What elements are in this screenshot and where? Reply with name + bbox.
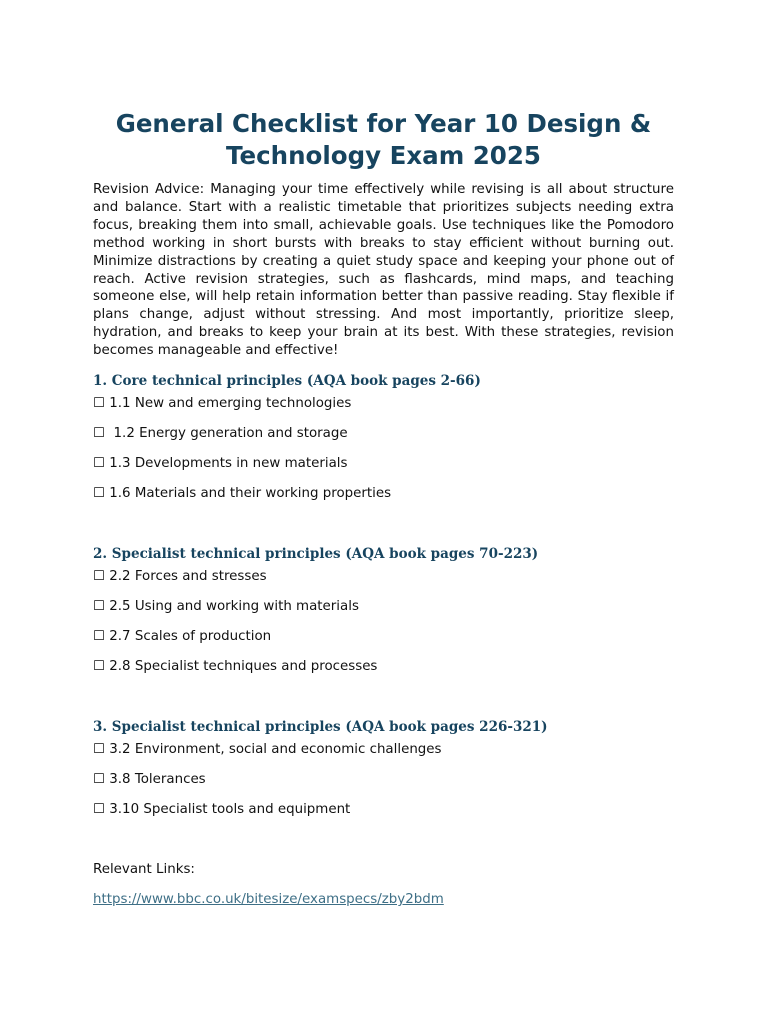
checklist-item <box>93 628 674 646</box>
section-heading-1: 1. Core technical principles (AQA book pages 2-66) <box>93 373 481 390</box>
checklist-item <box>93 801 674 819</box>
checklist-item-label: 1.1 New and emerging technologies <box>109 396 352 412</box>
checklist-item <box>93 741 674 759</box>
checklist-item-label: 3.10 Specialist tools and equipment <box>109 802 351 818</box>
section-3-checklist <box>93 741 674 819</box>
checklist-item-label: 1.2 Energy generation and storage <box>109 426 348 442</box>
relevant-links-label: Relevant Links: <box>93 862 195 878</box>
checkbox-icon[interactable]: ☐ <box>93 802 106 818</box>
checkbox-icon[interactable]: ☐ <box>93 772 106 788</box>
section-2-checklist <box>93 568 674 676</box>
checklist-item-label: 3.2 Environment, social and economic challenges <box>109 742 442 758</box>
checklist-item-label: 2.5 Using and working with materials <box>109 599 359 615</box>
checkbox-icon[interactable]: ☐ <box>93 396 106 412</box>
checkbox-icon[interactable]: ☐ <box>93 599 106 615</box>
checklist-sections <box>93 372 674 819</box>
checkbox-icon[interactable]: ☐ <box>93 456 106 472</box>
checkbox-icon[interactable]: ☐ <box>93 569 106 585</box>
revision-advice-paragraph: Revision Advice: Managing your time effectively while revising is all about structure and balance. Start with a realistic timetable that prioritizes subjects needing extra focus, breaking them into small, achievable goals. Use techniques like the Pomodoro method working in short bursts with breaks to stay efficient without burning out. Minimize distractions by creating a quiet study space and keeping your phone out of reach. Active revision strategies, such as flashcards, mind maps, and teaching someone else, will help retain information better than passive reading. Stay flexible if plans change, adjust without stressing. And most importantly, prioritize sleep, hydration, and breaks to keep your brain at its best. With these strategies, revision becomes manageable and effective! <box>93 182 674 359</box>
checklist-item <box>93 568 674 586</box>
checklist-item <box>93 455 674 473</box>
document-page <box>93 108 674 909</box>
checklist-item <box>93 485 674 503</box>
checklist-item <box>93 598 674 616</box>
checklist-item-label: 3.8 Tolerances <box>109 772 206 788</box>
section-heading-2: 2. Specialist technical principles (AQA book pages 70-223) <box>93 546 539 563</box>
checklist-item-label: 2.2 Forces and stresses <box>109 569 267 585</box>
section-1-checklist <box>93 395 674 503</box>
checklist-item <box>93 658 674 676</box>
bbc-bitesize-link[interactable]: https://www.bbc.co.uk/bitesize/examspecs/zby2bdm <box>93 892 444 908</box>
checklist-item-label: 2.8 Specialist techniques and processes <box>109 659 378 675</box>
checkbox-icon[interactable]: ☐ <box>93 426 106 442</box>
checklist-item <box>93 395 674 413</box>
checklist-item <box>93 425 674 443</box>
checkbox-icon[interactable]: ☐ <box>93 659 106 675</box>
checklist-item <box>93 771 674 789</box>
checkbox-icon[interactable]: ☐ <box>93 486 106 502</box>
checklist-item-label: 2.7 Scales of production <box>109 629 272 645</box>
checkbox-icon[interactable]: ☐ <box>93 742 106 758</box>
checklist-item-label: 1.6 Materials and their working properties <box>109 486 392 502</box>
checklist-item-label: 1.3 Developments in new materials <box>109 456 348 472</box>
checkbox-icon[interactable]: ☐ <box>93 629 106 645</box>
document-title: General Checklist for Year 10 Design & Technology Exam 2025 <box>115 109 652 170</box>
section-heading-3: 3. Specialist technical principles (AQA book pages 226-321) <box>93 719 548 736</box>
